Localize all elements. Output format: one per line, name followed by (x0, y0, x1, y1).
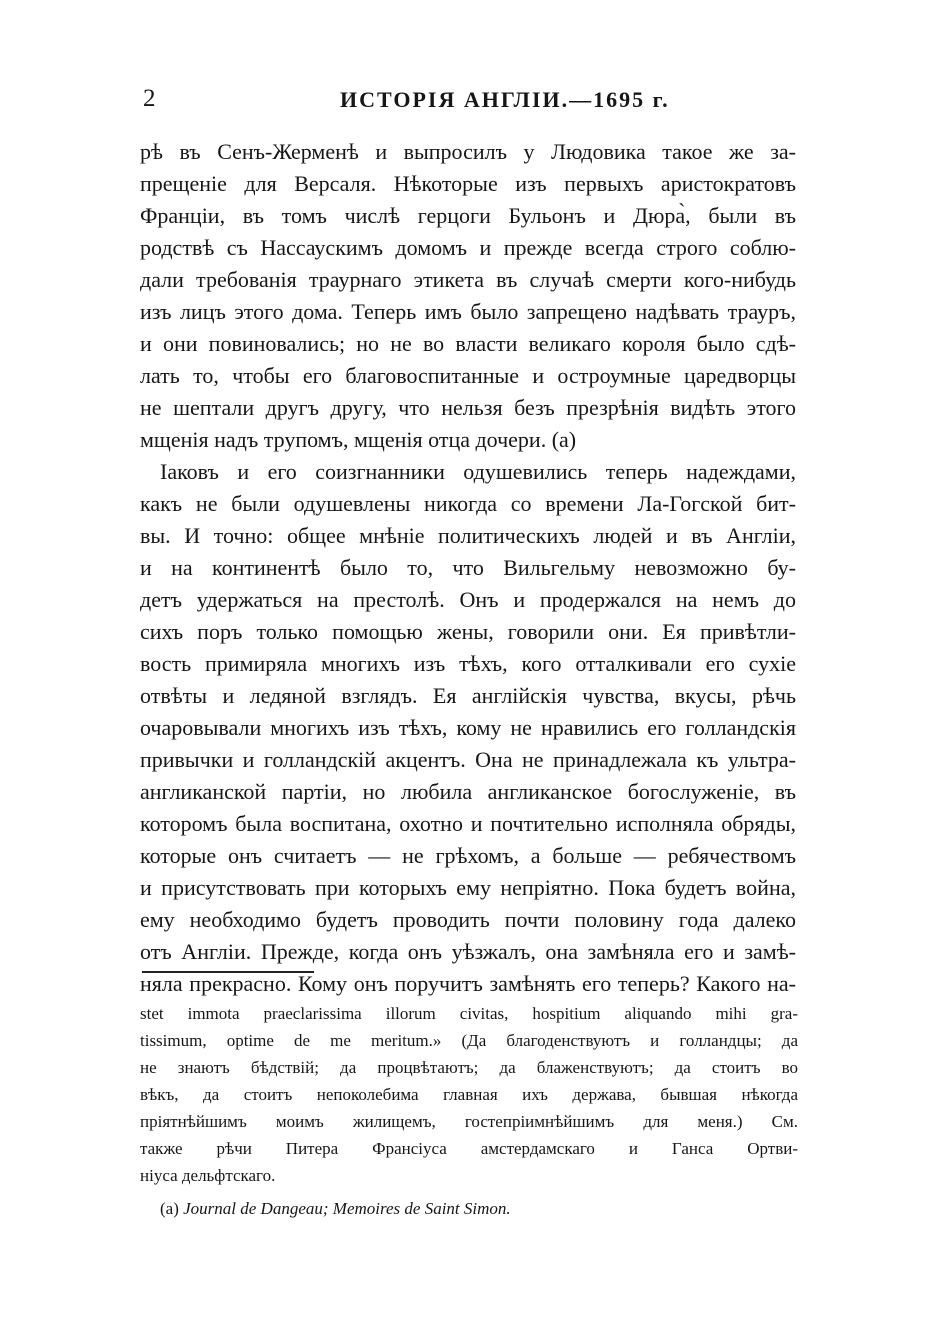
text-line: Франціи, въ томъ числѣ герцоги Бульонъ и Дюра̀, были въ (140, 203, 796, 228)
text-line: и присутствовать при которыхъ ему непріятно. Пока будетъ война, (140, 875, 796, 900)
footnote-line: не знаютъ бѣдствій; да процвѣтаютъ; да блаженствуютъ; да стоитъ во (140, 1058, 798, 1077)
text-line: Іаковъ и его соизгнанники одушевились теперь надеждами, (160, 459, 796, 484)
footnote-marker: (а) (160, 1199, 179, 1218)
text-line: которые онъ считаетъ — не грѣхомъ, а больше — ребячествомъ (140, 843, 796, 868)
footnote-line: stet immota praeclarissima illorum civitas, hospitium aliquando mihi gra- (140, 1004, 798, 1023)
footnote-reference (140, 1195, 798, 1222)
text-line: изъ лицъ этого дома. Теперь имъ было запрещено надѣвать трауръ, (140, 299, 796, 324)
text-line: не шептали другъ другу, что нельзя безъ презрѣнія видѣть этого (140, 395, 796, 420)
text-line: мщенія надъ трупомъ, мщенія отца дочери. (а) (140, 427, 577, 452)
text-line: рѣ въ Сенъ-Жерменѣ и выпросилъ у Людовика такое же за- (140, 139, 796, 164)
text-line: родствѣ съ Нассаускимъ домомъ и прежде всегда строго соблю- (140, 235, 796, 260)
text-line: англиканской партіи, но любила англиканское богослуженіе, въ (140, 779, 796, 804)
text-line: отъ Англіи. Прежде, когда онъ уѣзжалъ, она замѣняла его и замѣ- (140, 939, 796, 964)
text-line: какъ не были одушевлены никогда со времени Ла-Гогской бит- (140, 491, 796, 516)
text-line: и они повиновались; но не во власти великаго короля было сдѣ- (140, 331, 796, 356)
text-line: которомъ была воспитана, охотно и почтительно исполняла обряды, (140, 811, 796, 836)
text-line: очаровывали многихъ изъ тѣхъ, кому не нравились его голландскія (140, 715, 796, 740)
footnotes (140, 1000, 798, 1222)
text-line: лать то, чтобы его благовоспитанные и остроумные царедворцы (140, 363, 796, 388)
footnote-source: Memoires de Saint Simon. (332, 1199, 511, 1218)
text-line: няла прекрасно. Кому онъ поручитъ замѣнять его теперь? Какого на- (140, 971, 796, 996)
text-line: прещеніе для Версаля. Нѣкоторые изъ первыхъ аристократовъ (140, 171, 796, 196)
text-line: вость примиряла многихъ изъ тѣхъ, кого отталкивали его сухіе (140, 651, 796, 676)
footnote-line: вѣкъ, да стоитъ непоколебима главная ихъ держава, бывшая нѣкогда (140, 1085, 798, 1104)
running-title: ИСТОРІЯ АНГЛІИ.—1695 г. (340, 87, 670, 112)
text-line: вы. И точно: общее мнѣніе политическихъ людей и въ Англіи, (140, 523, 796, 548)
page-number: 2 (143, 85, 156, 112)
text-line: отвѣты и ледяной взглядъ. Ея англійскія чувства, вкусы, рѣчь (140, 683, 796, 708)
footnote-source: Journal de Dangeau; (183, 1199, 329, 1218)
footnote-line: пріятнѣйшимъ моимъ жилищемъ, гостепріимнѣйшимъ для меня.) См. (140, 1112, 798, 1131)
main-text (140, 136, 796, 1000)
footnote-line: также рѣчи Питера Франсіуса амстердамскаго и Ганса Ортви- (140, 1139, 798, 1158)
footnote-line: tissimum, optime de me meritum.» (Да благоденствуютъ и голландцы; да (140, 1031, 798, 1050)
text-line: и на континентѣ было то, что Вильгельму невозможно бу- (140, 555, 796, 580)
footnote-divider (142, 971, 314, 973)
text-line: дали требованія траурнаго этикета въ случаѣ смерти кого-нибудь (140, 267, 796, 292)
text-line: детъ удержаться на престолѣ. Онъ и продержался на немъ до (140, 587, 796, 612)
text-line: ему необходимо будетъ проводить почти половину года далеко (140, 907, 796, 932)
footnote-line: ніуса дельфтскаго. (140, 1166, 276, 1185)
text-line: привычки и голландскій акцентъ. Она не принадлежала къ ультра- (140, 747, 796, 772)
text-line: сихъ поръ только помощью жены, говорили они. Ея привѣтли- (140, 619, 796, 644)
